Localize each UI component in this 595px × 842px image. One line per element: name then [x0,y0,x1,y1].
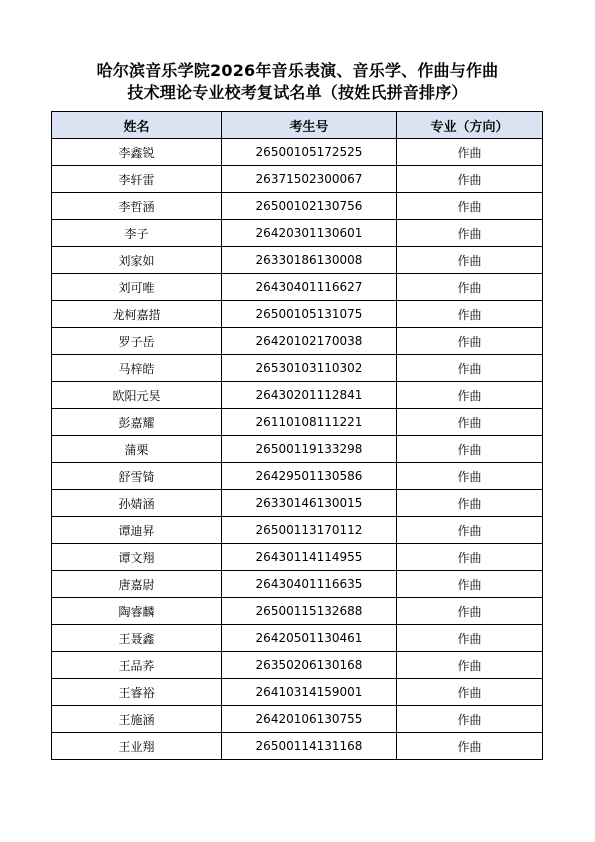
cell-name: 王睿裕 [52,679,222,706]
cell-candidate-id: 26420106130755 [222,706,397,733]
table-row [52,544,543,571]
cell-name: 李哲涵 [52,193,222,220]
table-row [52,679,543,706]
table-row [52,193,543,220]
cell-major: 作曲 [397,274,543,301]
table-row [52,463,543,490]
cell-candidate-id: 26500119133298 [222,436,397,463]
table-row [52,139,543,166]
cell-candidate-id: 26430201112841 [222,382,397,409]
cell-candidate-id: 26110108111221 [222,409,397,436]
cell-name: 马梓皓 [52,355,222,382]
cell-name: 刘可唯 [52,274,222,301]
cell-name: 彭嘉耀 [52,409,222,436]
cell-candidate-id: 26420501130461 [222,625,397,652]
cell-name: 谭迪昇 [52,517,222,544]
cell-candidate-id: 26420102170038 [222,328,397,355]
cell-candidate-id: 26500115132688 [222,598,397,625]
cell-name: 罗子岳 [52,328,222,355]
header-candidate-id: 考生号 [222,112,397,139]
cell-major: 作曲 [397,409,543,436]
cell-major: 作曲 [397,571,543,598]
table-row [52,517,543,544]
title-line-1: 哈尔滨音乐学院2026年音乐表演、音乐学、作曲与作曲 [96,61,499,80]
cell-major: 作曲 [397,598,543,625]
cell-name: 刘家如 [52,247,222,274]
cell-candidate-id: 26330146130015 [222,490,397,517]
cell-name: 王品荞 [52,652,222,679]
cell-major: 作曲 [397,139,543,166]
cell-major: 作曲 [397,463,543,490]
table-row [52,652,543,679]
cell-major: 作曲 [397,193,543,220]
cell-candidate-id: 26430401116635 [222,571,397,598]
cell-candidate-id: 26330186130008 [222,247,397,274]
cell-name: 蒲栗 [52,436,222,463]
table-row [52,220,543,247]
cell-name: 孙婧涵 [52,490,222,517]
cell-name: 欧阳元昊 [52,382,222,409]
document-title [0,60,595,104]
cell-major: 作曲 [397,517,543,544]
table-row [52,706,543,733]
cell-name: 舒雪锜 [52,463,222,490]
cell-name: 王施涵 [52,706,222,733]
header-major: 专业（方向） [397,112,543,139]
table-row [52,355,543,382]
cell-name: 陶睿麟 [52,598,222,625]
cell-major: 作曲 [397,166,543,193]
cell-major: 作曲 [397,490,543,517]
table-row [52,382,543,409]
table-row [52,301,543,328]
cell-candidate-id: 26350206130168 [222,652,397,679]
cell-major: 作曲 [397,652,543,679]
cell-major: 作曲 [397,355,543,382]
table-row [52,328,543,355]
cell-name: 唐嘉尉 [52,571,222,598]
cell-major: 作曲 [397,301,543,328]
table-row [52,625,543,652]
cell-name: 李轩雷 [52,166,222,193]
candidate-table [51,111,543,760]
title-line-2: 技术理论专业校考复试名单（按姓氏拼音排序） [127,83,468,102]
cell-candidate-id: 26500102130756 [222,193,397,220]
table-row [52,733,543,760]
cell-major: 作曲 [397,679,543,706]
table-row [52,274,543,301]
header-name: 姓名 [52,112,222,139]
cell-candidate-id: 26371502300067 [222,166,397,193]
table-row [52,571,543,598]
table-row [52,436,543,463]
cell-name: 谭文翔 [52,544,222,571]
cell-candidate-id: 26430114114955 [222,544,397,571]
table-row [52,409,543,436]
cell-candidate-id: 26500113170112 [222,517,397,544]
cell-major: 作曲 [397,328,543,355]
cell-name: 王业翔 [52,733,222,760]
cell-major: 作曲 [397,247,543,274]
cell-major: 作曲 [397,625,543,652]
table-body [52,139,543,760]
cell-candidate-id: 26430401116627 [222,274,397,301]
cell-major: 作曲 [397,733,543,760]
cell-name: 李子 [52,220,222,247]
table-row [52,166,543,193]
cell-major: 作曲 [397,220,543,247]
cell-major: 作曲 [397,382,543,409]
cell-candidate-id: 26420301130601 [222,220,397,247]
cell-name: 龙柯嘉措 [52,301,222,328]
table-row [52,247,543,274]
cell-candidate-id: 26500114131168 [222,733,397,760]
cell-major: 作曲 [397,436,543,463]
cell-major: 作曲 [397,706,543,733]
table-header-row [52,112,543,139]
cell-major: 作曲 [397,544,543,571]
cell-name: 李鑫锐 [52,139,222,166]
cell-candidate-id: 26429501130586 [222,463,397,490]
cell-candidate-id: 26530103110302 [222,355,397,382]
cell-name: 王聂鑫 [52,625,222,652]
table-row [52,490,543,517]
cell-candidate-id: 26500105131075 [222,301,397,328]
cell-candidate-id: 26410314159001 [222,679,397,706]
table-row [52,598,543,625]
cell-candidate-id: 26500105172525 [222,139,397,166]
